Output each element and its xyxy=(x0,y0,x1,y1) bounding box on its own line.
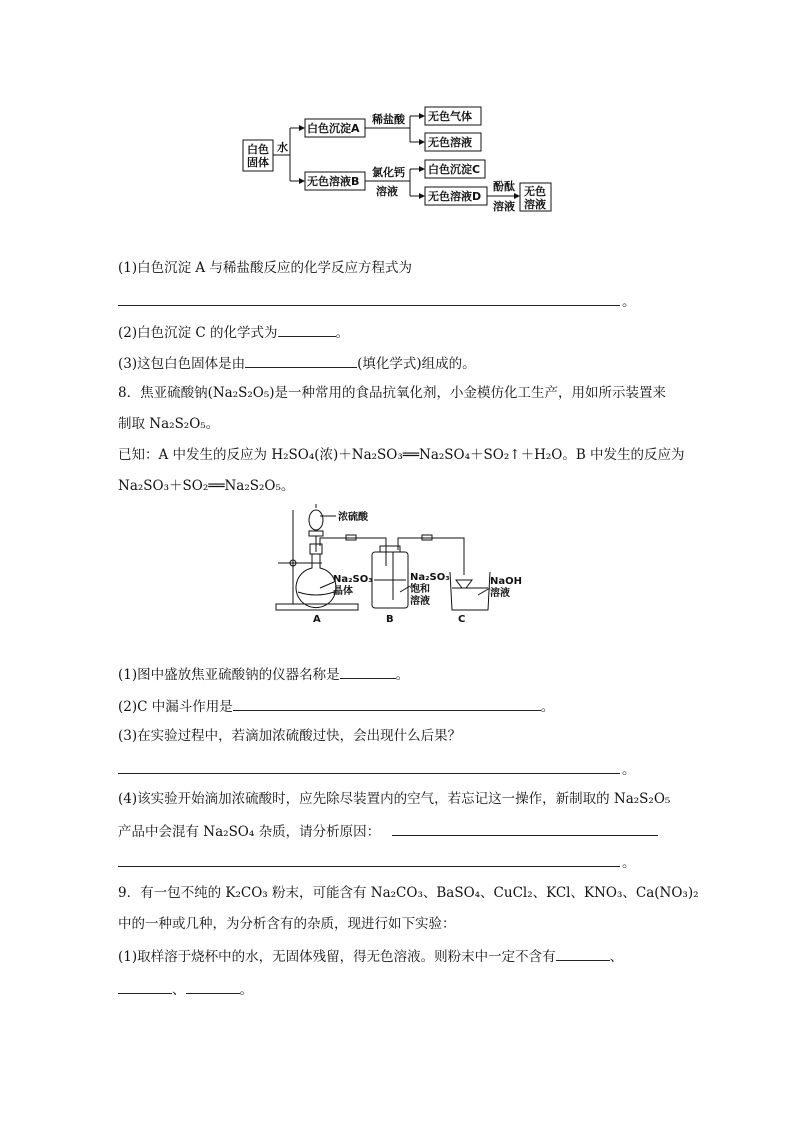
q8-known-2: Na₂SO₃＋SO₂══Na₂S₂O₅。 xyxy=(118,478,295,494)
q7-part1: (1)白色沉淀 A 与稀盐酸反应的化学反应方程式为 xyxy=(118,260,412,276)
q8-blank-4[interactable] xyxy=(392,821,658,836)
q8-answer-line-3[interactable] xyxy=(118,773,620,774)
flow-phenol-1: 酚酞 xyxy=(493,180,515,193)
q9-end: 。 xyxy=(239,982,253,998)
q8-end-3: 。 xyxy=(622,762,636,778)
q8-part4-text: 产品中会混有 Na₂SO₄ 杂质，请分析原因： xyxy=(118,824,381,840)
q7-part3-end: (填化学式)组成的。 xyxy=(357,356,476,372)
q9-intro-1: 9．有一包不纯的 K₂CO₃ 粉末，可能含有 Na₂CO₃、BaSO₄、CuCl₂、KCl、KNO₃、Ca(NO₃)₂ xyxy=(118,885,699,901)
flow-solid-2: 固体 xyxy=(247,156,269,169)
q9-intro-2: 中的一种或几种，为分析含有的杂质，现进行如下实验： xyxy=(118,916,456,932)
q8-part2-end: 。 xyxy=(540,699,555,715)
q7-answer-line-1[interactable] xyxy=(118,305,620,306)
q9-part1 xyxy=(118,946,623,966)
q8-part3: (3)在实验过程中，若滴加浓硫酸过快，会出现什么后果？ xyxy=(118,728,462,744)
q8-part4-cont xyxy=(118,821,658,841)
q9-blank-2[interactable] xyxy=(118,979,172,994)
q7-end-1: 。 xyxy=(622,294,636,310)
q9-part1-text: (1)取样溶于烧杯中的水，无固体残留，得无色溶液。则粉末中一定不含有 xyxy=(118,949,556,965)
q8-part4: (4)该实验开始滴加浓硫酸时，应先除尽装置内的空气，若忘记这一操作，新制取的 Na₂S₂O₅ xyxy=(118,791,671,807)
q8-known-1: 已知：A 中发生的反应为 H₂SO₄(浓)＋Na₂SO₃══Na₂SO₄＋SO₂↑＋H₂O。B 中发生的反应为 xyxy=(118,447,685,463)
q8-end-4: 。 xyxy=(622,855,636,871)
q7-blank-3[interactable] xyxy=(245,353,357,368)
q8-blank-2[interactable] xyxy=(233,696,541,711)
q8-intro-1: 8．焦亚硫酸钠(Na₂S₂O₅)是一种常用的食品抗氧化剂，小金模仿化工生产，用如所示装置来 xyxy=(118,385,667,401)
flow-cacl2-1: 氯化钙 xyxy=(372,166,405,179)
apparatus-b-label-3: 溶液 xyxy=(410,596,430,607)
q8-part1 xyxy=(118,664,409,684)
q8-part1-text: (1)图中盛放焦亚硫酸钠的仪器名称是 xyxy=(118,667,340,683)
flow-hcl: 稀盐酸 xyxy=(372,113,405,126)
q8-part1-end: 。 xyxy=(395,667,410,683)
q9-blank-1[interactable] xyxy=(556,946,610,961)
q9-blank-3[interactable] xyxy=(186,979,240,994)
q8-blank-1[interactable] xyxy=(340,664,396,679)
q8-intro-2: 制取 Na₂S₂O₅。 xyxy=(118,416,220,432)
q9-sep-1: 、 xyxy=(609,949,624,965)
flow-final-2: 溶液 xyxy=(524,198,546,211)
q9-sep-2: 、 xyxy=(172,982,186,998)
q7-part2-text: (2)白色沉淀 C 的化学式为 xyxy=(118,325,278,341)
flow-solution-1: 无色溶液 xyxy=(428,136,472,149)
q7-blank-2[interactable] xyxy=(278,322,336,337)
apparatus-b: B xyxy=(386,614,394,625)
flow-final-1: 无色 xyxy=(524,185,546,198)
flow-phenol-2: 溶液 xyxy=(493,200,515,213)
flow-cacl2-2: 溶液 xyxy=(376,185,398,198)
apparatus-c-label-1: NaOH xyxy=(490,576,522,587)
flow-precip-a: 白色沉淀A xyxy=(307,122,360,135)
apparatus-c-label-2: 溶液 xyxy=(490,588,510,599)
apparatus-a: A xyxy=(313,614,321,625)
q8-part2-text: (2)C 中漏斗作用是 xyxy=(118,699,233,715)
q7-part2-end: 。 xyxy=(335,325,350,341)
apparatus-b-label-2: 饱和 xyxy=(410,584,430,595)
apparatus-acid-label: 浓硫酸 xyxy=(338,512,368,523)
apparatus-a-label-1: Na₂SO₃ xyxy=(333,574,373,585)
flow-solution-d: 无色溶液D xyxy=(428,190,482,203)
flow-diagram xyxy=(0,0,794,230)
q8-answer-line-4[interactable] xyxy=(118,866,620,867)
q7-part3 xyxy=(118,353,476,373)
flow-water: 水 xyxy=(277,141,288,154)
q7-part2 xyxy=(118,322,349,342)
q9-part1-cont xyxy=(118,979,253,999)
flow-solution-b: 无色溶液B xyxy=(307,175,360,188)
apparatus-c: C xyxy=(458,614,466,625)
flow-solid-1: 白色 xyxy=(247,143,269,156)
flow-gas: 无色气体 xyxy=(428,110,472,123)
apparatus-a-label-2: 晶体 xyxy=(333,586,353,597)
apparatus-b-label-1: Na₂SO₃ xyxy=(410,572,450,583)
flow-precip-c: 白色沉淀C xyxy=(428,163,481,176)
q8-part2 xyxy=(118,696,554,716)
q7-part3-text: (3)这包白色固体是由 xyxy=(118,356,246,372)
apparatus-diagram xyxy=(0,500,794,640)
